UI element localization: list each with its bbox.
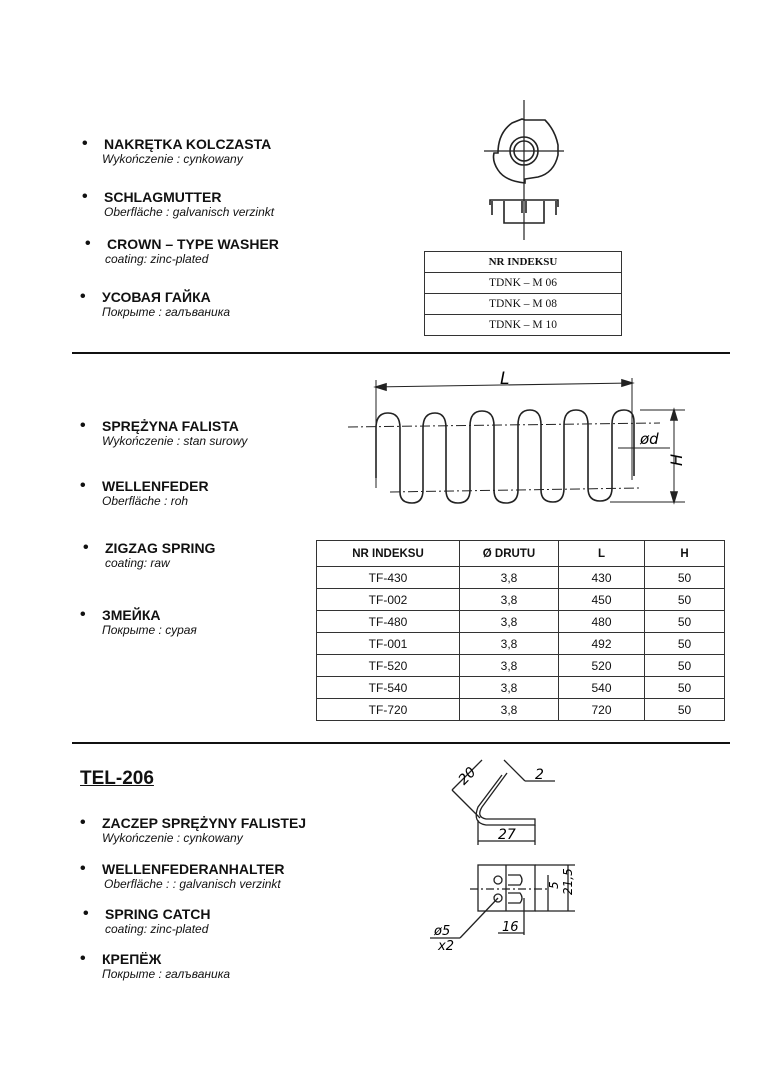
table-cell: 492 [559,633,645,655]
table-cell: TF-720 [317,699,460,721]
label-16: 16 [502,920,519,935]
item-subtitle: Wykończenie : cynkowany [102,831,243,845]
item-subtitle: Wykończenie : cynkowany [102,152,243,166]
index-table-tdnk [424,251,622,336]
bullet: • [85,235,91,252]
table-row [317,611,725,633]
bullet: • [82,135,88,152]
bullet: • [80,477,86,494]
table-header: NR INDEKSU [425,252,622,273]
table-cell: 3,8 [460,589,559,611]
table-cell: 540 [559,677,645,699]
item-subtitle: Oberfläche : roh [102,494,189,508]
table-cell: 3,8 [460,699,559,721]
spring-catch-drawing [420,755,600,955]
table-row [317,589,725,611]
item-title: SCHLAGMUTTER [104,189,222,205]
section-divider [72,352,730,354]
table-cell: 3,8 [460,677,559,699]
table-row [425,273,622,294]
table-cell: 50 [645,699,725,721]
label-21-5: 21,5 [561,868,575,895]
crown-nut-drawing [470,95,580,245]
item-title: WELLENFEDER [102,478,209,494]
table-cell: 50 [645,655,725,677]
table-cell: 3,8 [460,611,559,633]
item-title: SPRĘŻYNA FALISTA [102,418,239,434]
item-title: NAKRĘTKA KOLCZASTA [104,136,272,152]
label-hole-diameter: ø5 [434,924,451,939]
bullet: • [82,188,88,205]
item-title: SPRING CATCH [105,906,211,922]
table-cell: 50 [645,633,725,655]
table-cell: TDNK – M 10 [425,315,622,336]
label-27: 27 [498,827,516,843]
item-subtitle: coating: zinc-plated [105,252,209,266]
table-cell: 450 [559,589,645,611]
table-header: Ø DRUTU [460,541,559,567]
bullet: • [80,606,86,623]
label-2: 2 [535,767,544,783]
table-cell: 520 [559,655,645,677]
section-heading: TEL-206 [80,768,154,789]
label-length: L [500,370,510,389]
table-row [317,677,725,699]
item-subtitle: Покрыте : сурая [102,623,197,637]
item-title: ZACZEP SPRĘŻYNY FALISTEJ [102,815,307,831]
item-title: КРЕПЁЖ [102,951,162,967]
table-header-row [317,541,725,567]
table-cell: 3,8 [460,633,559,655]
bullet: • [80,814,86,831]
table-cell: 50 [645,589,725,611]
table-cell: 480 [559,611,645,633]
table-cell: TDNK – M 08 [425,294,622,315]
bullet: • [80,288,86,305]
table-row [317,655,725,677]
item-subtitle: coating: raw [105,556,170,570]
label-height: H [667,453,686,466]
table-cell: TF-001 [317,633,460,655]
label-hole-count: x2 [438,939,454,954]
table-cell: 50 [645,611,725,633]
table-cell: TF-480 [317,611,460,633]
table-row [317,567,725,589]
label-diameter: ød [640,430,659,448]
item-title: CROWN – TYPE WASHER [107,236,279,252]
table-row [317,633,725,655]
zigzag-spring-drawing [340,370,700,510]
table-header: NR INDEKSU [317,541,460,567]
bullet: • [80,417,86,434]
item-subtitle: Покрыте : галъваника [102,305,231,319]
table-row [317,699,725,721]
item-title: WELLENFEDERANHALTER [102,861,285,877]
table-cell: TDNK – M 06 [425,273,622,294]
index-table-tf [316,540,725,721]
bullet: • [83,905,89,922]
table-cell: 3,8 [460,655,559,677]
item-subtitle: Oberfläche : : galvanisch verzinkt [104,877,281,891]
table-cell: 430 [559,567,645,589]
table-cell: 50 [645,677,725,699]
bullet: • [83,539,89,556]
table-cell: TF-002 [317,589,460,611]
item-subtitle: Wykończenie : stan surowy [102,434,248,448]
table-row [425,315,622,336]
label-5: 5 [547,881,561,889]
table-cell: 720 [559,699,645,721]
label-20: 20 [455,764,480,789]
table-cell: TF-540 [317,677,460,699]
table-cell: 50 [645,567,725,589]
table-header: L [559,541,645,567]
item-subtitle: Покрыте : галъваника [102,967,231,981]
table-header: H [645,541,725,567]
bullet: • [80,860,86,877]
bullet: • [80,950,86,967]
table-cell: 3,8 [460,567,559,589]
item-title: УСОВАЯ ГАЙКА [102,289,211,305]
item-title: ZIGZAG SPRING [105,540,216,556]
table-cell: TF-520 [317,655,460,677]
table-row [425,294,622,315]
item-subtitle: Oberfläche : galvanisch verzinkt [104,205,275,219]
item-title: ЗМЕЙКА [102,607,161,623]
item-subtitle: coating: zinc-plated [105,922,209,936]
table-cell: TF-430 [317,567,460,589]
section-divider [72,742,730,744]
